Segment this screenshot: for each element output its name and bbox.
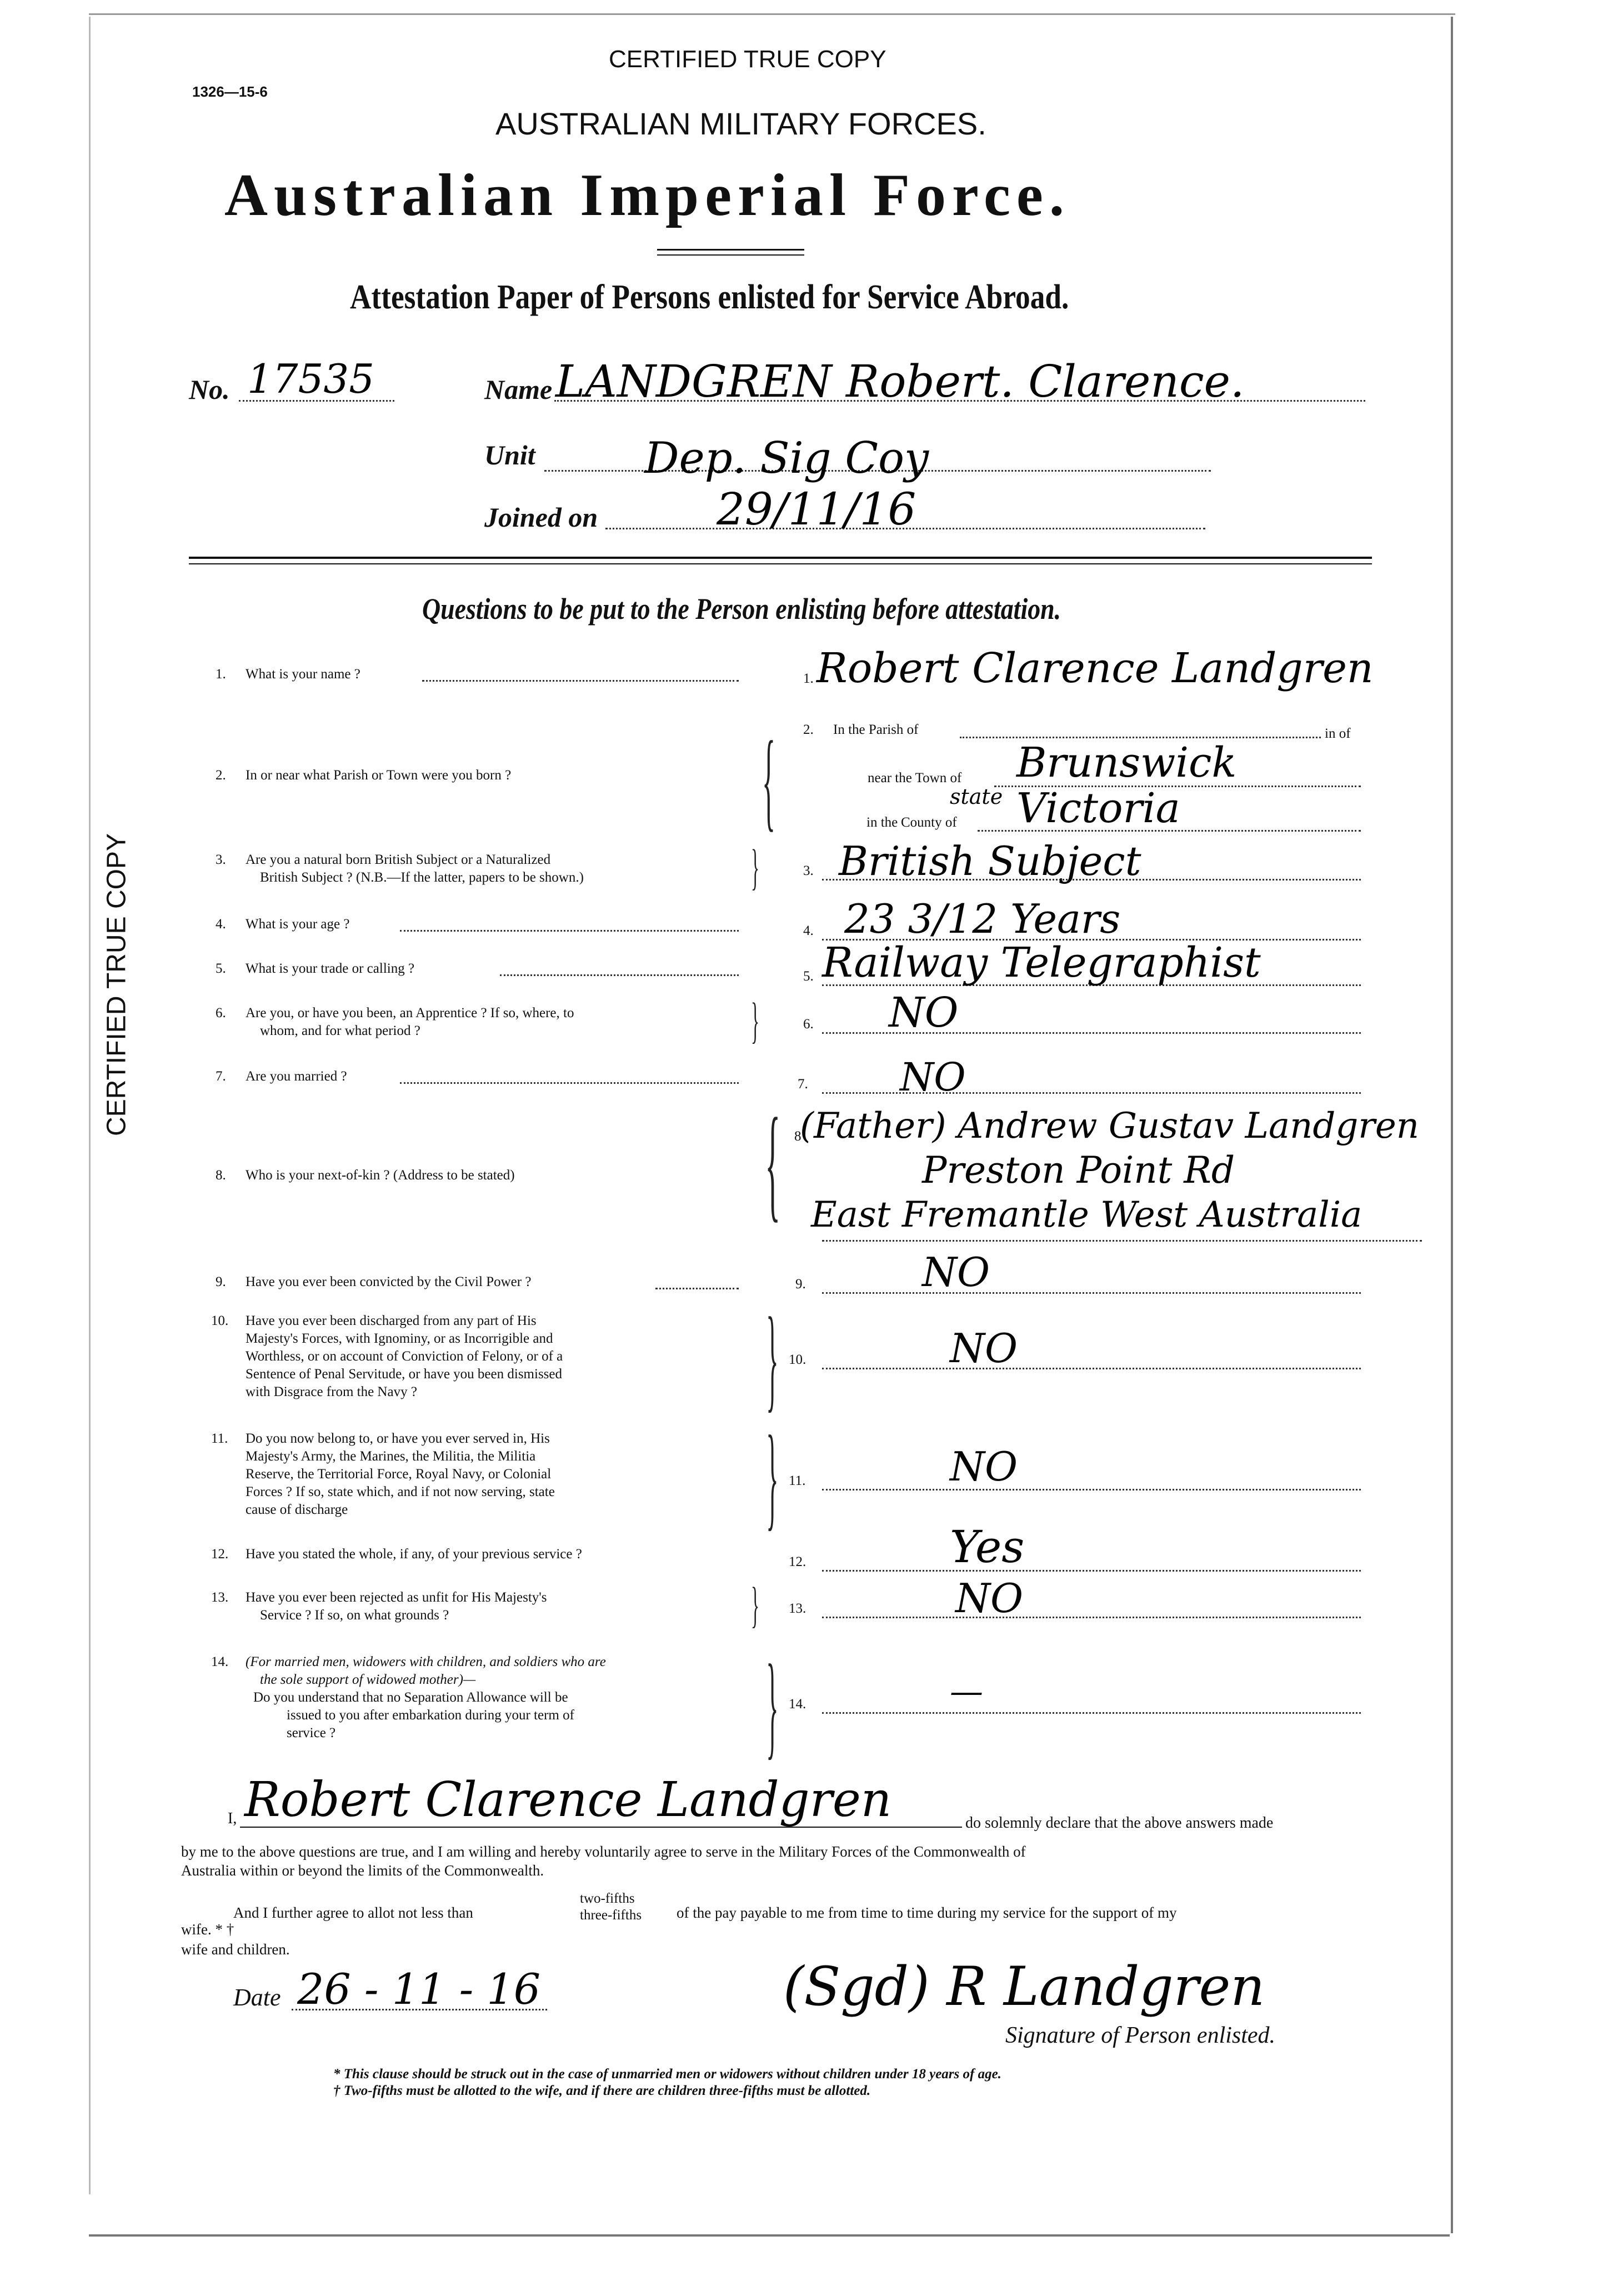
- section-rule-1: [189, 557, 1372, 559]
- q6-text-2: whom, and for what period ?: [260, 1023, 420, 1038]
- q7-text: Are you married ?: [246, 1069, 347, 1084]
- force-title: Australian Imperial Force.: [224, 162, 1070, 228]
- q14-text-5: service ?: [287, 1725, 336, 1740]
- q11-text-4: Forces ? If so, state which, and if not now serving, state: [246, 1484, 555, 1499]
- q11-brace: }: [766, 1412, 779, 1541]
- joined-value: 29/11/16: [717, 483, 916, 535]
- town-value: Brunswick: [1016, 739, 1237, 787]
- form-subtitle: Attestation Paper of Persons enlisted for Service Abroad.: [350, 278, 1069, 316]
- q11-line: [822, 1489, 1361, 1490]
- title-rule-1: [657, 249, 804, 251]
- declaration-line-2: by me to the above questions are true, and I am willing and hereby voluntarily agree to serve in the Military Forces of the Commonwealth of: [181, 1843, 1026, 1860]
- signature-value: (Sgd) R Landgren: [783, 1955, 1265, 2018]
- q13-number: 13.: [211, 1590, 229, 1605]
- form-number: 1326—15-6: [192, 83, 268, 100]
- q12-text: Have you stated the whole, if any, of your previous service ?: [246, 1547, 582, 1562]
- q6-answer: NO: [889, 989, 959, 1037]
- q14-ans-number: 14.: [789, 1697, 806, 1712]
- q6-text-1: Are you, or have you been, an Apprentice ? If so, where, to: [246, 1006, 574, 1021]
- q10-text-3: Worthless, or on account of Conviction of Felony, or of a: [246, 1349, 563, 1364]
- allot-end: of the pay payable to me from time to time during my service for the support of my: [677, 1904, 1177, 1921]
- q5-number: 5.: [216, 961, 226, 976]
- q9-line: [822, 1292, 1361, 1294]
- q14-answer: —: [950, 1672, 983, 1711]
- q7-number: 7.: [216, 1069, 226, 1084]
- q5-dots: [500, 974, 739, 976]
- nok-line-2: Preston Point Rd: [922, 1149, 1235, 1192]
- q11-number: 11.: [211, 1431, 228, 1446]
- q11-text-5: cause of discharge: [246, 1502, 348, 1517]
- q4-dots: [400, 930, 739, 932]
- county-value: Victoria: [1016, 784, 1180, 832]
- q10-text-1: Have you ever been discharged from any part of His: [246, 1313, 537, 1328]
- q11-answer: NO: [950, 1443, 1018, 1490]
- parish-in-of: in of: [1325, 726, 1351, 741]
- q10-text-5: with Disgrace from the Navy ?: [246, 1384, 417, 1399]
- q9-text: Have you ever been convicted by the Civil Power ?: [246, 1274, 532, 1289]
- declaration-line-1: do solemnly declare that the above answers made: [965, 1814, 1274, 1832]
- q3-number: 3.: [216, 852, 226, 867]
- q11-text-1: Do you now belong to, or have you ever served in, His: [246, 1431, 550, 1446]
- q10-brace: }: [766, 1294, 779, 1423]
- q10-text-2: Majesty's Forces, with Ignominy, or as Incorrigible and: [246, 1331, 553, 1346]
- joined-label: Joined on: [484, 502, 598, 533]
- q5-text: What is your trade or calling ?: [246, 961, 415, 976]
- forces-heading: AUSTRALIAN MILITARY FORCES.: [495, 106, 986, 141]
- parish-line: [960, 737, 1321, 738]
- q11-text-3: Reserve, the Territorial Force, Royal Navy, or Colonial: [246, 1467, 552, 1482]
- number-label: No.: [189, 374, 230, 405]
- q1-answer: Robert Clarence Landgren: [816, 644, 1374, 692]
- number-value: 17535: [247, 356, 375, 402]
- page-edge-left: [89, 17, 91, 2194]
- page-edge-top: [89, 13, 1455, 15]
- q13-text-1: Have you ever been rejected as unfit for His Majesty's: [246, 1590, 547, 1605]
- allot-two-fifths: two-fifths: [580, 1891, 635, 1906]
- q2-number: 2.: [216, 768, 226, 783]
- q14-text-2: the sole support of widowed mother)—: [260, 1672, 476, 1687]
- q13-answer: NO: [955, 1575, 1024, 1622]
- questions-heading: Questions to be put to the Person enlisting before attestation.: [422, 592, 1061, 626]
- q10-ans-number: 10.: [789, 1352, 806, 1367]
- date-label: Date: [233, 1984, 281, 2011]
- q2-brace: {: [762, 719, 775, 842]
- name-value: LANDGREN Robert. Clarence.: [555, 356, 1245, 407]
- town-label: near the Town of: [868, 771, 962, 786]
- unit-value: Dep. Sig Coy: [644, 433, 929, 483]
- footnote-2: † Two-fifths must be allotted to the wife, and if there are children three-fifths must be allotted.: [333, 2083, 871, 2098]
- q6-number: 6.: [216, 1006, 226, 1021]
- q9-ans-number: 9.: [795, 1277, 806, 1292]
- q10-answer: NO: [950, 1325, 1018, 1372]
- q2-text: In or near what Parish or Town were you born ?: [246, 768, 512, 783]
- q8-number: 8.: [216, 1168, 226, 1183]
- q10-number: 10.: [211, 1313, 229, 1328]
- footnote-1: * This clause should be struck out in the case of unmarried men or widowers without children under 18 years of age.: [333, 2067, 1001, 2082]
- q3-text-2: British Subject ? (N.B.—If the latter, papers to be shown.): [260, 870, 584, 885]
- date-value: 26 - 11 - 16: [297, 1964, 541, 2014]
- q9-answer: NO: [922, 1249, 990, 1295]
- q13-ans-number: 13.: [789, 1601, 806, 1616]
- q3-ans-number: 3.: [803, 863, 814, 878]
- q8-text: Who is your next-of-kin ? (Address to be stated): [246, 1168, 515, 1183]
- nok-line-3: East Fremantle West Australia: [811, 1194, 1362, 1235]
- page-edge-bottom: [89, 2234, 1450, 2237]
- q3-answer: British Subject: [839, 838, 1141, 884]
- q12-line: [822, 1570, 1361, 1572]
- allot-wife-children: wife and children.: [181, 1941, 290, 1958]
- q11-text-2: Majesty's Army, the Marines, the Militia, the Militia: [246, 1449, 536, 1464]
- q4-ans-number: 4.: [803, 923, 814, 938]
- q6-brace: }: [751, 993, 760, 1048]
- q11-ans-number: 11.: [789, 1473, 806, 1488]
- q8-ans-number: 8: [794, 1129, 802, 1144]
- q9-number: 9.: [216, 1274, 226, 1289]
- q14-text-1: (For married men, widowers with children, and soldiers who are: [246, 1654, 606, 1669]
- allot-three-fifths: three-fifths: [580, 1908, 642, 1923]
- name-label: Name: [484, 374, 553, 405]
- q4-text: What is your age ?: [246, 917, 350, 932]
- q2-ans-number: 2.: [803, 722, 814, 737]
- q13-brace: }: [751, 1578, 760, 1633]
- section-rule-2: [189, 563, 1372, 564]
- q13-line: [822, 1617, 1361, 1618]
- declaration-i: I,: [228, 1810, 237, 1827]
- q12-ans-number: 12.: [789, 1554, 806, 1569]
- q7-ans-number: 7.: [798, 1077, 808, 1092]
- nok-line-3-rule: [822, 1240, 1422, 1242]
- q7-answer: NO: [900, 1054, 966, 1100]
- q8-brace: {: [765, 1092, 781, 1233]
- q5-ans-number: 5.: [803, 969, 814, 984]
- q14-text-4: issued to you after embarkation during your term of: [287, 1708, 574, 1723]
- q6-ans-number: 6.: [803, 1017, 814, 1032]
- nok-line-1: (Father) Andrew Gustav Landgren: [800, 1106, 1419, 1147]
- signature-label: Signature of Person enlisted.: [1005, 2023, 1276, 2048]
- certified-heading: CERTIFIED TRUE COPY: [609, 46, 886, 73]
- declaration-line-3: Australia within or beyond the limits of the Commonwealth.: [181, 1862, 544, 1879]
- q3-text-1: Are you a natural born British Subject or a Naturalized: [246, 852, 551, 867]
- q5-answer: Railway Telegraphist: [822, 939, 1261, 987]
- allot-wife: wife. * †: [181, 1921, 234, 1938]
- q14-number: 14.: [211, 1654, 229, 1669]
- q4-number: 4.: [216, 917, 226, 932]
- q4-answer: 23 3/12 Years: [844, 896, 1121, 942]
- allot-start: And I further agree to allot not less than: [233, 1904, 473, 1921]
- county-handwritten: state: [950, 784, 1003, 809]
- page-edge-right: [1451, 17, 1453, 2233]
- q14-text-3: Do you understand that no Separation Allowance will be: [253, 1690, 568, 1705]
- q7-dots: [400, 1082, 739, 1084]
- q1-text: What is your name ?: [246, 667, 360, 682]
- declaration-name: Robert Clarence Landgren: [244, 1772, 892, 1828]
- side-stamp: CERTIFIED TRUE COPY: [102, 833, 132, 1136]
- parish-label: In the Parish of: [833, 722, 919, 737]
- q14-brace: }: [766, 1641, 779, 1770]
- county-prefix: in the: [866, 815, 898, 830]
- q12-answer: Yes: [950, 1521, 1025, 1573]
- q12-number: 12.: [211, 1547, 229, 1562]
- q13-text-2: Service ? If so, on what grounds ?: [260, 1608, 449, 1623]
- title-rule-2: [657, 254, 804, 256]
- q10-text-4: Sentence of Penal Servitude, or have you been dismissed: [246, 1367, 562, 1382]
- unit-label: Unit: [484, 439, 535, 471]
- county-label: County of: [901, 815, 957, 830]
- q10-line: [822, 1368, 1361, 1369]
- q14-line: [822, 1712, 1361, 1714]
- q1-ans-number: 1.: [803, 671, 814, 686]
- q1-number: 1.: [216, 667, 226, 682]
- q1-dots: [422, 680, 739, 682]
- q9-dots: [655, 1288, 739, 1289]
- q3-brace: }: [751, 840, 760, 895]
